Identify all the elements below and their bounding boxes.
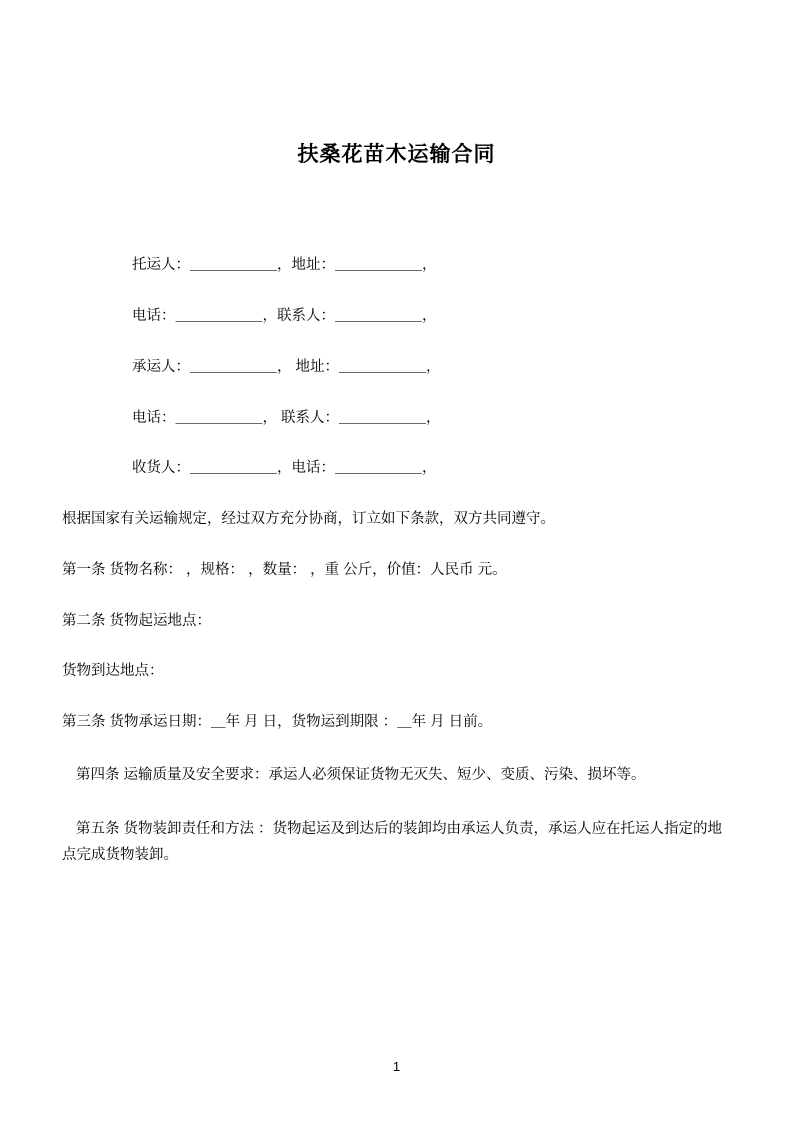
clause-2-arrival-place: 货物到达地点：	[62, 663, 164, 680]
page-title: 扶桑花苗木运输合同	[297, 143, 496, 166]
field-line-carrier-phone: 电话：＿＿＿＿＿＿， 联系人：＿＿＿＿＿＿，	[132, 409, 441, 426]
clause-1-goods-info: 第一条 货物名称： ，规格： ，数量： ，重 公斤，价值：人民币 元。	[62, 561, 507, 578]
paragraph-preamble: 根据国家有关运输规定，经过双方充分协商，订立如下条款，双方共同遵守。	[62, 511, 555, 528]
field-line-consignor-phone: 电话：＿＿＿＿＿＿，联系人：＿＿＿＿＿＿，	[132, 308, 437, 325]
clause-4-quality-safety: 第四条 运输质量及安全要求：承运人必须保证货物无灭失、短少、变质、污染、损坏等。	[76, 766, 646, 783]
field-line-carrier: 承运人：＿＿＿＿＿＿， 地址：＿＿＿＿＿＿，	[132, 358, 441, 375]
clause-5-loading-responsibility: 第五条 货物装卸责任和方法 ：货物起运及到达后的装卸均由承运人负责，承运人应在托运人指定的地点完成货物装卸。	[62, 821, 723, 863]
field-line-consignee: 收货人：＿＿＿＿＿＿，电话：＿＿＿＿＿＿，	[132, 460, 437, 477]
document-body	[0, 255, 793, 868]
clause-3-dates: 第三条 货物承运日期：＿年 月 日，货物运到期限 ：＿年 月 日前。	[62, 714, 493, 731]
clause-2-departure-place: 第二条 货物起运地点：	[62, 612, 212, 629]
field-line-consignor: 托运人：＿＿＿＿＿＿，地址：＿＿＿＿＿＿，	[132, 257, 437, 274]
page-number: 1	[392, 1059, 401, 1074]
